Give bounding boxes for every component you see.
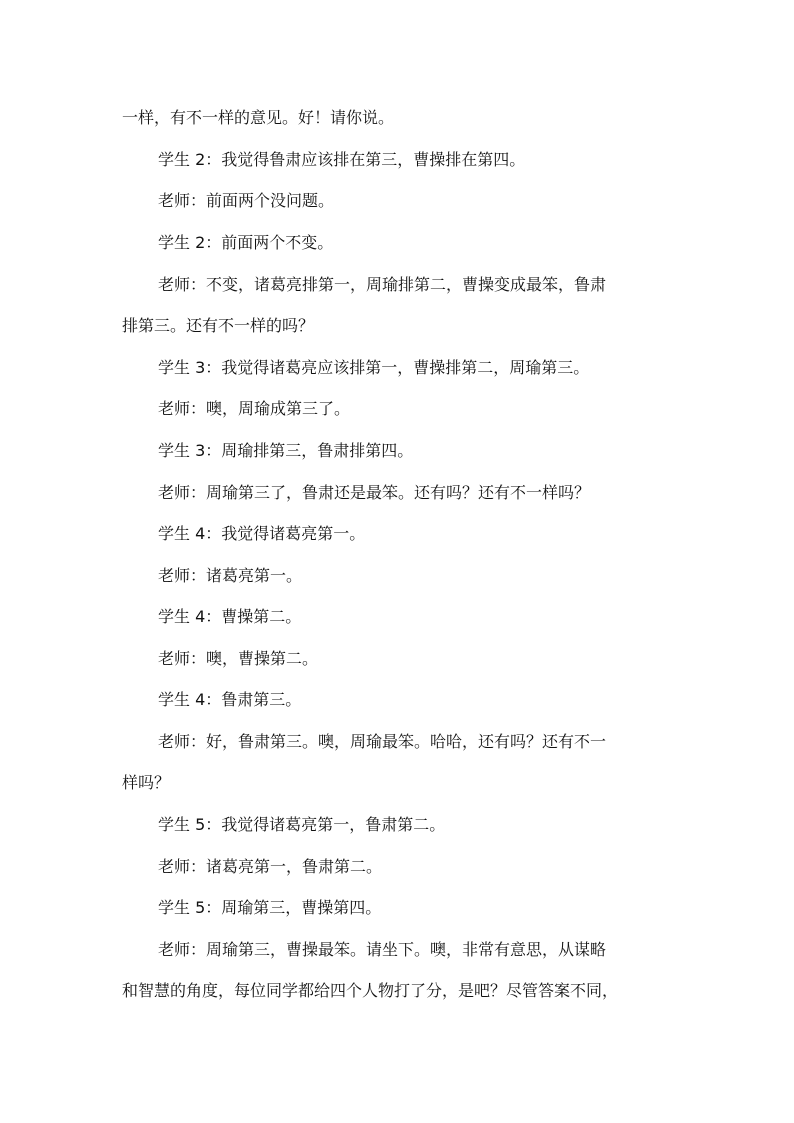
dialogue-line: 老师：周瑜第三，曹操最笨。请坐下。噢，非常有意思，从谋略 (158, 940, 607, 959)
dialogue-line: 学生 3：周瑜排第三，鲁肃排第四。 (158, 441, 414, 460)
text-line: 样吗？ (122, 773, 171, 792)
dialogue-line: 学生 4：我觉得诸葛亮第一。 (158, 524, 366, 543)
dialogue-line: 学生 4：鲁肃第三。 (158, 690, 302, 709)
dialogue-line: 学生 4：曹操第二。 (158, 607, 302, 626)
dialogue-line: 老师：周瑜第三了，鲁肃还是最笨。还有吗？还有不一样吗？ (158, 483, 591, 502)
dialogue-line: 老师：不变，诸葛亮排第一，周瑜排第二，曹操变成最笨，鲁肃 (158, 275, 607, 294)
dialogue-line: 老师：噢，周瑜成第三了。 (158, 399, 351, 418)
dialogue-line: 老师：诸葛亮第一。 (158, 566, 303, 585)
dialogue-line: 学生 2：前面两个不变。 (158, 233, 334, 252)
text-line: 和智慧的角度，每位同学都给四个人物打了分，是吧？尽管答案不同， (122, 981, 619, 1000)
dialogue-line: 老师：诸葛亮第一，鲁肃第二。 (158, 857, 383, 876)
dialogue-line: 学生 5：周瑜第三，曹操第四。 (158, 898, 382, 917)
dialogue-line: 老师：好，鲁肃第三。噢，周瑜最笨。哈哈，还有吗？还有不一 (158, 732, 607, 751)
dialogue-line: 学生 3：我觉得诸葛亮应该排第一，曹操排第二，周瑜第三。 (158, 358, 590, 377)
dialogue-line: 学生 5：我觉得诸葛亮第一，鲁肃第二。 (158, 815, 446, 834)
text-line: 一样，有不一样的意见。好！请你说。 (122, 108, 395, 127)
dialogue-line: 老师：噢，曹操第二。 (158, 649, 319, 668)
text-line: 排第三。还有不一样的吗？ (122, 316, 315, 335)
dialogue-line: 老师：前面两个没问题。 (158, 191, 335, 210)
dialogue-line: 学生 2：我觉得鲁肃应该排在第三，曹操排在第四。 (158, 150, 526, 169)
